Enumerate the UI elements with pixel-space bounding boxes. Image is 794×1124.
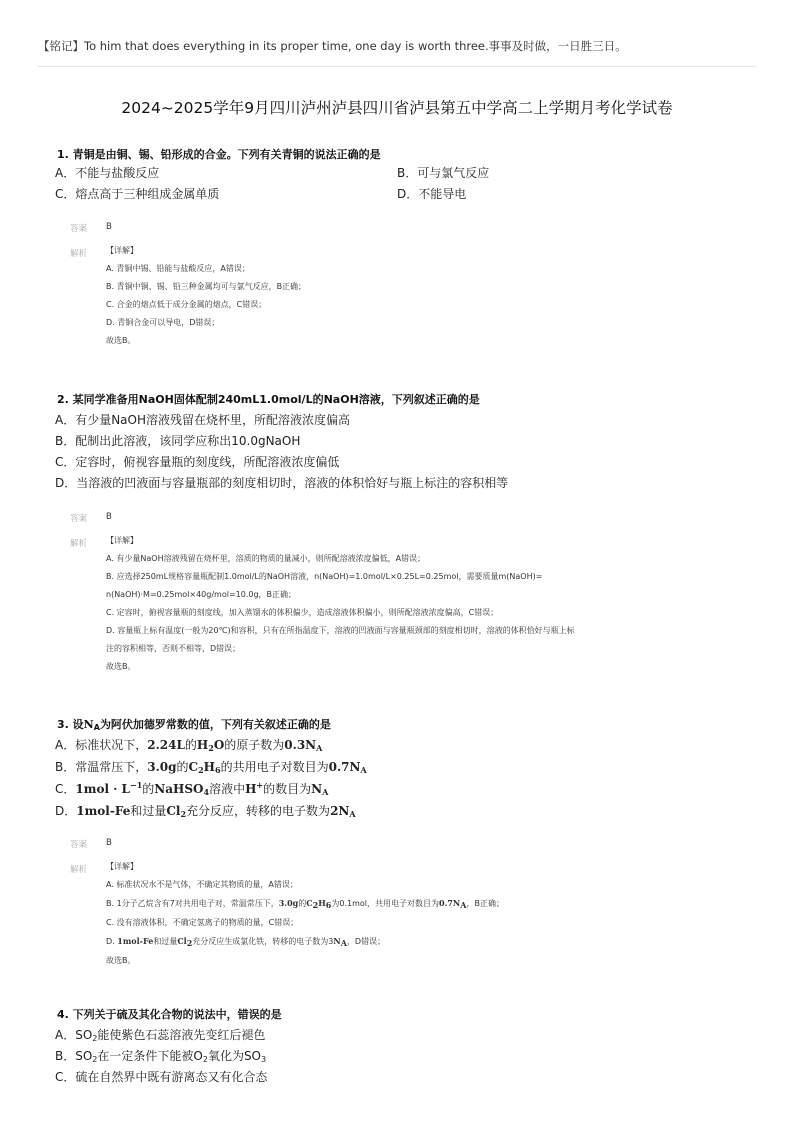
q2-exp-line: D. 容量瓶上标有温度(一般为20℃)和容积，只有在所指温度下，溶液的凹液面与容量瓶颈部的刻度相切时，溶液的体积恰好与瓶上标	[106, 626, 575, 635]
q2-exp-line: 故选B。	[106, 662, 136, 671]
q2-answer-label: 答案	[70, 514, 88, 524]
question-3-stem: 3. 设$N_A$为阿伏加德罗常数的值，下列有关叙述正确的是	[57, 718, 331, 732]
q4-option-a: A．$SO_2$能使紫色石蕊溶液先变红后褪色	[55, 1028, 266, 1043]
q1-exp-line: B. 青铜中铜、锡、铅三种金属均可与氯气反应，B正确；	[106, 282, 307, 291]
q3-analysis-label: 解析	[70, 865, 88, 875]
q2-exp-line: n(NaOH)·M=0.25mol×40g/mol=10.0g，B正确；	[106, 590, 297, 599]
page-title: 2024~2025学年9月四川泸州泸县四川省泸县第五中学高二上学期月考化学试卷	[121, 99, 673, 117]
q3-exp-line: B. 1分子乙烷含有7对共用电子对，常温常压下，3.0g的C2H6为0.1mol，共用电子对数目为0.7NA，B正确；	[106, 898, 504, 910]
q2-exp-line: B. 应选择250mL规格容量瓶配制1.0mol/L的NaOH溶液，n(NaOH)=1.0mol/L×0.25L=0.25mol，需要质量m(NaOH)=	[106, 572, 543, 581]
q1-answer-label: 答案	[70, 224, 88, 234]
q2-explanation	[106, 532, 736, 676]
q3-option-d: D．1mol-Fe和过量$Cl_2$充分反应，转移的电子数为$2N_A$	[55, 804, 356, 819]
q1-option-b: B．可与氯气反应	[397, 166, 490, 180]
q3-explanation	[106, 858, 736, 970]
motto: 【铭记】To him that does everything in its proper time, one day is worth three.事事及时做，一日胜三日。	[38, 39, 627, 53]
q3-answer-label: 答案	[70, 840, 88, 850]
q3-option-c: C．$1mol \cdot L^{-1}$的NaHSO$_4$溶液中H+的数目为$N_A$	[55, 780, 329, 797]
q2-exp-line: C. 定容时，俯视容量瓶的刻度线，加入蒸馏水的体积偏少，造成溶液体积偏小，则所配溶液浓度偏高，C错误；	[106, 608, 499, 617]
q3-exp-line: 故选B。	[106, 956, 136, 965]
question-2-stem: 2. 某同学准备用NaOH固体配制240mL1.0mol/L的NaOH溶液，下列叙述正确的是	[57, 393, 480, 406]
q2-option-b: B．配制出此溶液，该同学应称出10.0gNaOH	[55, 434, 301, 448]
q1-option-d: D．不能导电	[397, 187, 467, 201]
q2-option-d: D．当溶液的凹液面与容量瓶部的刻度相切时，溶液的体积恰好与瓶上标注的容积相等	[55, 476, 509, 490]
q2-exp-line: 注的容积相等，否则不相等，D错误；	[106, 644, 241, 653]
q2-option-a: A．有少量NaOH溶液残留在烧杯里，所配溶液浓度偏高	[55, 413, 351, 427]
q3-exp-line: A. 标准状况水不是气体，不确定其物质的量，A错误；	[106, 880, 298, 889]
q3-exp-line: C. 没有溶液体积，不确定氢离子的物质的量，C错误；	[106, 918, 299, 927]
question-4-stem: 4. 下列关于硫及其化合物的说法中，错误的是	[57, 1008, 282, 1021]
q4-option-c: C．硫在自然界中既有游离态又有化合态	[55, 1070, 268, 1084]
q2-answer: B	[106, 512, 112, 522]
q1-exp-line: C. 合金的熔点低于成分金属的熔点，C错误；	[106, 300, 267, 309]
detail-label: 【详解】	[106, 536, 138, 545]
q1-exp-line: 故选B。	[106, 336, 136, 345]
question-1-stem: 1. 青铜是由铜、锡、铅形成的合金。下列有关青铜的说法正确的是	[57, 148, 381, 161]
q4-option-b: B．$SO_2$在一定条件下能被$O_2$氧化为$SO_3$	[55, 1049, 267, 1064]
q3-option-b: B．常温常压下，3.0g的$C_2H_6$的共用电子对数目为$0.7N_A$	[55, 760, 367, 775]
q3-option-a: A．标准状况下，2.24L的$H_2O$的原子数为$0.3N_A$	[55, 738, 323, 753]
q2-option-c: C．定容时，俯视容量瓶的刻度线，所配溶液浓度偏低	[55, 455, 340, 469]
q3-answer: B	[106, 838, 112, 848]
q1-option-c: C．熔点高于三种组成金属单质	[55, 187, 220, 201]
divider	[38, 66, 756, 67]
q1-exp-line: D. 青铜合金可以导电，D错误；	[106, 318, 220, 327]
q2-analysis-label: 解析	[70, 539, 88, 549]
q1-analysis-label: 解析	[70, 249, 88, 259]
q3-exp-line: D. 1mol-Fe和过量Cl2充分反应生成氯化铁，转移的电子数为3NA，D错误；	[106, 936, 386, 948]
detail-label: 【详解】	[106, 862, 138, 871]
q1-exp-line: A. 青铜中锡、铅能与盐酸反应，A错误；	[106, 264, 250, 273]
q1-answer: B	[106, 222, 112, 232]
q2-exp-line: A. 有少量NaOH溶液残留在烧杯里，溶质的物质的量减小，则所配溶液浓度偏低，A错误；	[106, 554, 426, 563]
detail-label: 【详解】	[106, 246, 138, 255]
q1-explanation	[106, 242, 736, 350]
q1-option-a: A．不能与盐酸反应	[55, 166, 160, 180]
